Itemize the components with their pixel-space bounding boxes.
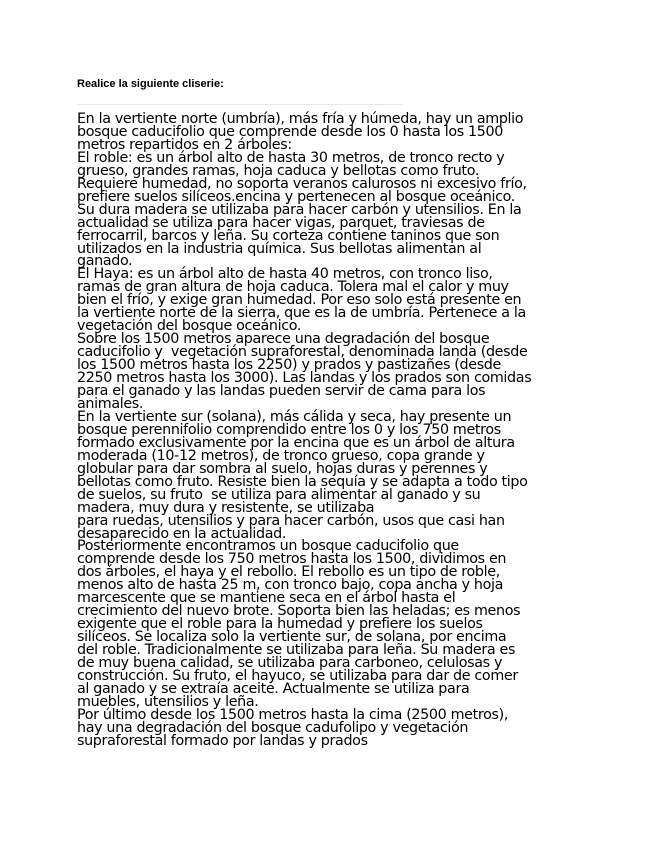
text-line: madera, muy dura y resistente, se utilizaba (77, 499, 375, 516)
text-line: El roble: es un árbol alto de hasta 30 metros, de tronco recto y (77, 149, 505, 166)
text-line: ganado. (77, 253, 133, 270)
text-line: la vertiente norte de la sierra, que es la de umbría. Pertenece a la (77, 305, 526, 322)
text-line: marcescente que se mantiene seca en el árbol hasta el (77, 590, 456, 607)
text-line: dos árboles, el haya y el rebollo. El rebollo es un tipo de roble, (77, 564, 500, 581)
text-line: metros repartidos en 2 árboles: (77, 136, 292, 153)
text-line: formado exclusivamente por la encina que es un árbol de altura (77, 434, 515, 451)
text-line: vegetación del bosque oceánico. (77, 318, 302, 335)
text-line: Requiere humedad, no soporta veranos calurosos ni excesivo frío, (77, 175, 527, 192)
text-line: de muy buena calidad, se utilizaba para carboneo, celulosas y (77, 655, 503, 672)
text-line: muebles, utensilios y leña. (77, 693, 259, 710)
text-line: ramas de gran altura de hoja caduca. Tolera mal el calor y muy (77, 279, 509, 296)
text-line: prefiere suelos silíceos.encina y pertenecen al bosque oceánico. (77, 188, 515, 205)
text-line: moderada (10-12 metros), de tronco grueso, copa grande y (77, 447, 485, 464)
text-line: globular para dar sombra al suelo, hojas duras y perennes y (77, 460, 488, 477)
text-line: Posteriormente encontramos un bosque caducifolio que (77, 538, 459, 555)
text-line: exigente que el roble para la humedad y prefiere los suelos (77, 616, 483, 633)
text-line: animales. (77, 395, 144, 412)
text-line: ferrocarril, barcos y leña. Su corteza contiene taninos que son (77, 227, 500, 244)
text-line: desaparecido en la actualidad. (77, 525, 287, 542)
text-line: supraforestal formado por landas y prados (77, 732, 368, 749)
exercise-heading: Realice la siguiente cliserie: (77, 78, 224, 90)
text-line: los 1500 metros hasta los 2250) y prados y pastizañes (desde (77, 357, 501, 374)
text-line: bosque caducifolio que comprende desde los 0 hasta los 1500 (77, 123, 503, 140)
text-line: bellotas como fruto. Resiste bien la sequía y se adapta a todo tipo (77, 473, 528, 490)
answer-text-block (77, 113, 579, 748)
text-line: crecimiento del nuevo brote. Soporta bien las heladas; es menos (77, 603, 521, 620)
text-line: 2250 metros hasta los 3000). Las landas y los prados son comidas (77, 370, 532, 387)
text-line: El Haya: es un árbol alto de hasta 40 metros, con tronco liso, (77, 266, 493, 283)
text-line: al ganado y se extraía aceite. Actualmente se utiliza para (77, 680, 470, 697)
text-line: comprende desde los 750 metros hasta los 1500, dividimos en (77, 551, 507, 568)
text-line: caducifolio y vegetación supraforestal, denominada landa (desde (77, 344, 528, 361)
text-line: construcción. Su fruto, el hayuco, se utilizaba para dar de comer (77, 667, 518, 684)
text-line: grueso, grandes ramas, hoja caduca y bellotas como fruto. (77, 162, 480, 179)
text-line: actualidad se utiliza para hacer vigas, parquet, traviesas de (77, 214, 485, 231)
text-line: bosque perennifolio comprendido entre los 0 y los 750 metros (77, 421, 501, 438)
text-line: del roble. Tradicionalmente se utilizaba para leña. Su madera es (77, 642, 516, 659)
text-line: bien el frío, y exige gran humedad. Por eso solo está presente en (77, 292, 522, 309)
text-line: Sobre los 1500 metros aparece una degradación del bosque (77, 331, 490, 348)
text-line: de suelos, su fruto se utiliza para alimentar al ganado y su (77, 486, 481, 503)
text-line: Su dura madera se utilizaba para hacer carbón y utensilios. En la (77, 201, 522, 218)
text-line: En la vertiente sur (solana), más cálida y seca, hay presente un (77, 408, 512, 425)
text-line: hay una degradación del bosque cadufolipo y vegetación (77, 719, 469, 736)
text-line: para ruedas, utensilios y para hacer carbón, usos que casi han (77, 512, 505, 529)
divider-line (77, 104, 403, 105)
text-line: En la vertiente norte (umbría), más fría y húmeda, hay un amplio (77, 111, 524, 127)
text-line: Por último desde los 1500 metros hasta la cima (2500 metros), (77, 706, 509, 723)
text-line: para el ganado y las landas pueden servir de cama para los (77, 383, 486, 400)
text-line: utilizados en la industria química. Sus bellotas alimentan al (77, 240, 482, 257)
text-line: menos alto de hasta 25 m, con tronco bajo, copa ancha y hoja (77, 577, 504, 594)
text-line: silíceos. Se localiza solo la vertiente sur, de solana, por encima (77, 629, 507, 646)
